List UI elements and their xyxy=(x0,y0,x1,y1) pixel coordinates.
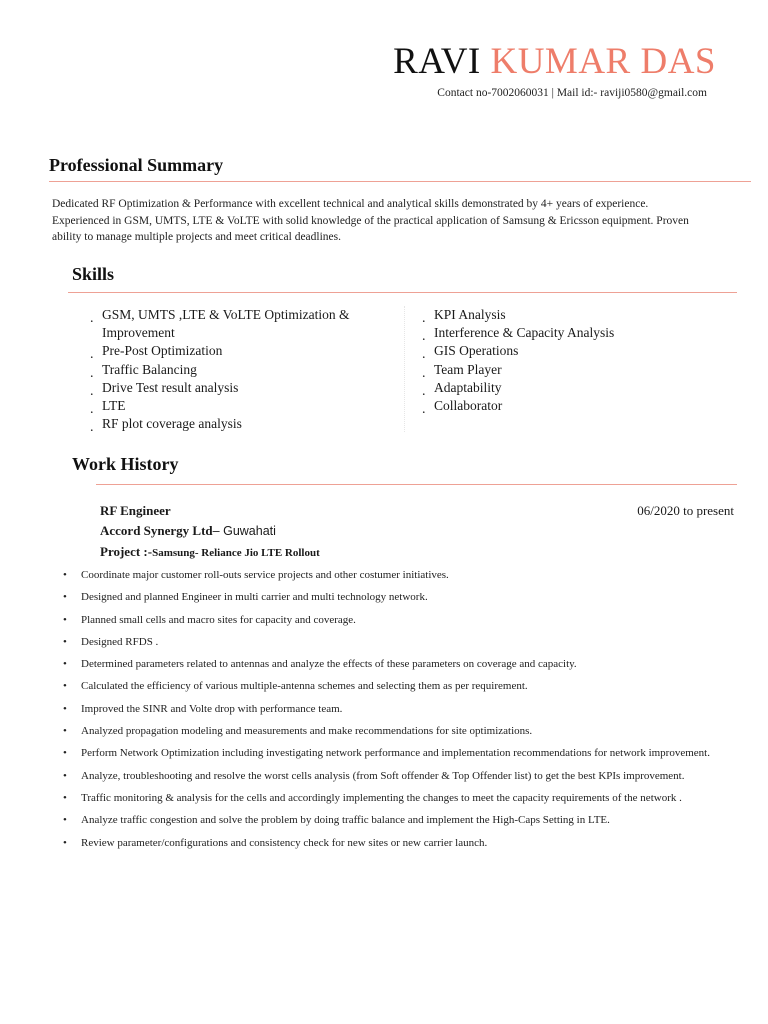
duty-item xyxy=(60,567,740,583)
company-name: Accord Synergy Ltd xyxy=(100,523,213,538)
duty-item xyxy=(60,723,740,739)
bullet-icon: • xyxy=(63,613,67,626)
bullet-icon: . xyxy=(422,365,426,381)
duty-item-text: Traffic monitoring & analysis for the cells and accordingly implementing the changes to meet the capacity requirements of the network . xyxy=(81,791,682,804)
company-line xyxy=(100,523,276,539)
skill-item xyxy=(422,342,732,363)
duty-item xyxy=(60,612,740,628)
skill-item-text: GSM, UMTS ,LTE & VoLTE Optimization & Improvement xyxy=(102,307,350,341)
summary-heading: Professional Summary xyxy=(49,155,224,175)
bullet-icon: . xyxy=(422,347,426,363)
skills-heading: Skills xyxy=(72,264,115,284)
skill-item xyxy=(90,379,390,397)
bullet-icon: • xyxy=(63,791,67,804)
duty-item-text: Review parameter/configurations and consistency check for new sites or new carrier launch. xyxy=(81,836,488,849)
bullet-icon: • xyxy=(63,635,67,648)
bullet-icon: • xyxy=(63,747,67,760)
skill-item-text: KPI Analysis xyxy=(434,307,506,322)
duty-item xyxy=(60,768,740,784)
duty-item xyxy=(60,745,740,761)
duty-item xyxy=(60,812,740,828)
skill-item xyxy=(422,361,732,379)
skills-left-column xyxy=(90,306,390,436)
duty-item-text: Coordinate major customer roll-outs service projects and other costumer initiatives. xyxy=(81,569,449,581)
skill-item xyxy=(422,397,732,418)
project-name: Samsung- Reliance Jio LTE Rollout xyxy=(152,547,320,559)
duty-item-text: Designed RFDS . xyxy=(81,635,159,648)
skill-item xyxy=(90,415,390,436)
bullet-icon: . xyxy=(90,383,94,399)
duty-item xyxy=(60,589,740,605)
duty-item-text: Analyze traffic congestion and solve the problem by doing traffic balance and implement the High-Caps Setting in LTE. xyxy=(81,814,610,827)
duty-item-text: Designed and planned Engineer in multi carrier and multi technology network. xyxy=(81,591,428,604)
skill-item-text: Interference & Capacity Analysis xyxy=(434,325,615,341)
skill-item-text: Adaptability xyxy=(434,379,502,395)
duty-item-text: Analyze, troubleshooting and resolve the worst cells analysis (from Soft offender & Top Offender list) to get the best KPIs improvement. xyxy=(81,769,685,782)
bullet-icon: • xyxy=(63,569,67,581)
skills-right-list xyxy=(422,306,732,418)
skill-item-text: Team Player xyxy=(434,361,502,377)
duty-item-text: Determined parameters related to antennas and analyze the effects of these parameters on coverage and capacity. xyxy=(81,658,577,671)
project-label: Project :- xyxy=(100,544,153,559)
company-location: – Guwahati xyxy=(212,524,276,538)
candidate-name xyxy=(0,40,716,83)
skill-item-text: Traffic Balancing xyxy=(102,361,197,377)
bullet-icon: . xyxy=(422,383,426,399)
skill-item-text: LTE xyxy=(102,398,126,414)
bullet-icon: . xyxy=(422,311,426,326)
skill-item xyxy=(422,306,732,324)
duty-item xyxy=(60,835,740,851)
bullet-icon: . xyxy=(90,402,94,418)
duties-list xyxy=(60,567,740,857)
skills-divider xyxy=(68,292,737,293)
duty-item xyxy=(60,701,740,717)
skills-column-divider xyxy=(404,306,405,432)
bullet-icon: • xyxy=(63,702,67,715)
bullet-icon: . xyxy=(90,311,94,326)
work-history-heading: Work History xyxy=(72,454,179,474)
bullet-icon: • xyxy=(63,658,67,671)
first-name: RAVI xyxy=(393,41,481,82)
bullet-icon: . xyxy=(90,347,94,363)
bullet-icon: • xyxy=(63,769,67,782)
last-name: KUMAR DAS xyxy=(490,41,716,82)
summary-text: Dedicated RF Optimization & Performance with excellent technical and analytical skills demonstrated by 4+ years of experience. Experienced in GSM, UMTS, LTE & VoLTE with solid knowledge of the practical application of Samsung & Ericsson equipment. Proven ability to manage multiple projects and meet critical deadlines. xyxy=(52,198,689,243)
contact-line: Contact no-7002060031 | Mail id:- raviji0580@gmail.com xyxy=(437,87,707,99)
skills-left-list xyxy=(90,306,390,436)
duty-item-text: Improved the SINR and Volte drop with performance team. xyxy=(81,702,343,715)
bullet-icon: . xyxy=(90,420,94,436)
bullet-icon: . xyxy=(422,329,426,345)
skill-item xyxy=(90,342,390,363)
skill-item-text: RF plot coverage analysis xyxy=(102,416,242,432)
skills-right-column xyxy=(422,306,732,418)
duty-item xyxy=(60,678,740,694)
skill-item-text: Collaborator xyxy=(434,398,503,414)
bullet-icon: • xyxy=(63,680,67,693)
bullet-icon: . xyxy=(90,365,94,381)
skill-item xyxy=(90,397,390,418)
skill-item xyxy=(422,379,732,397)
skill-item xyxy=(90,306,390,342)
bullet-icon: . xyxy=(422,402,426,418)
duty-item xyxy=(60,790,740,806)
skill-item-text: GIS Operations xyxy=(434,343,519,359)
bullet-icon: • xyxy=(63,725,67,738)
bullet-icon: • xyxy=(63,814,67,827)
summary-divider xyxy=(49,181,751,182)
skill-item-text: Drive Test result analysis xyxy=(102,379,239,395)
duty-item-text: Perform Network Optimization including investigating network performance and implementation recommendations for network improvement. xyxy=(81,747,710,760)
skill-item-text: Pre-Post Optimization xyxy=(102,343,223,359)
duty-item xyxy=(60,634,740,650)
skill-item xyxy=(422,324,732,345)
skill-item xyxy=(90,361,390,379)
work-history-divider xyxy=(96,484,737,485)
duty-item-text: Analyzed propagation modeling and measurements and make recommendations for site optimizations. xyxy=(81,725,533,738)
job-date: 06/2020 to present xyxy=(637,503,734,518)
bullet-icon: • xyxy=(63,836,67,849)
duty-item-text: Planned small cells and macro sites for capacity and coverage. xyxy=(81,613,356,626)
project-line xyxy=(100,544,320,560)
duty-item xyxy=(60,656,740,672)
bullet-icon: • xyxy=(63,591,67,604)
duty-item-text: Calculated the efficiency of various multiple-antenna schemes and selecting them as per requirement. xyxy=(81,680,528,693)
job-title: RF Engineer xyxy=(100,503,171,518)
